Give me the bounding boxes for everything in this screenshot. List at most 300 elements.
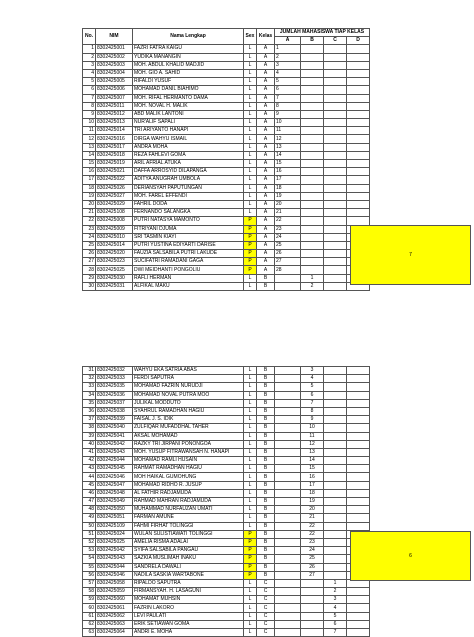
row-count-a <box>275 274 301 282</box>
row-nim: 8302425013 <box>96 119 133 127</box>
row-count-a: 9 <box>275 110 301 118</box>
row-count-a: 25 <box>275 241 301 249</box>
row-count-d <box>347 612 370 620</box>
row-count-c <box>324 176 347 184</box>
row-nim: 8302425032 <box>96 367 133 375</box>
table-row <box>83 473 370 481</box>
row-name: MOHAMAD RIDHO R. JUSUP <box>133 481 244 489</box>
row-nim: 8302425043 <box>96 448 133 456</box>
row-name: AL FATHIR RADJAMUDA <box>133 489 244 497</box>
row-kelas: B <box>257 367 275 375</box>
header-a: A <box>275 37 301 45</box>
row-sex: L <box>244 604 257 612</box>
table-row <box>83 168 370 176</box>
row-sex: P <box>244 217 257 225</box>
row-sex: L <box>244 391 257 399</box>
row-nim: 8302425014 <box>96 241 133 249</box>
row-no: 24 <box>83 233 96 241</box>
row-no: 29 <box>83 274 96 282</box>
row-no: 3 <box>83 61 96 69</box>
row-count-c <box>324 383 347 391</box>
row-count-c <box>324 457 347 465</box>
row-count-b <box>301 176 324 184</box>
row-count-d <box>347 391 370 399</box>
row-nim: 8302425048 <box>96 489 133 497</box>
row-count-b: 10 <box>301 424 324 432</box>
row-kelas: A <box>257 250 275 258</box>
table-row <box>83 160 370 168</box>
row-count-c: 6 <box>324 620 347 628</box>
row-nim: 8302425010 <box>96 233 133 241</box>
table-row <box>83 407 370 415</box>
row-count-c: 4 <box>324 604 347 612</box>
row-nim: 8302425024 <box>96 530 133 538</box>
row-kelas: B <box>257 383 275 391</box>
row-no: 63 <box>83 629 96 637</box>
row-sex: P <box>244 563 257 571</box>
row-count-c <box>324 192 347 200</box>
row-nim: 8302425035 <box>96 383 133 391</box>
row-name: ARIL AFRIAL ATUKA <box>133 160 244 168</box>
row-count-a <box>275 555 301 563</box>
row-kelas: C <box>257 579 275 587</box>
row-count-c <box>324 514 347 522</box>
table-row <box>83 53 370 61</box>
row-kelas: C <box>257 629 275 637</box>
row-sex: L <box>244 489 257 497</box>
row-count-a <box>275 588 301 596</box>
row-count-b: 14 <box>301 457 324 465</box>
row-kelas: B <box>257 282 275 290</box>
row-count-a <box>275 604 301 612</box>
row-nim: 8302425049 <box>96 498 133 506</box>
table-row <box>83 579 370 587</box>
row-kelas: A <box>257 241 275 249</box>
row-sex: L <box>244 69 257 77</box>
row-name: RIFALDI YUSUF <box>133 78 244 86</box>
row-sex: L <box>244 416 257 424</box>
row-count-a <box>275 399 301 407</box>
row-count-a <box>275 391 301 399</box>
row-sex: P <box>244 225 257 233</box>
row-count-d <box>347 69 370 77</box>
row-count-c <box>324 274 347 282</box>
table-body-1 <box>83 45 370 291</box>
row-kelas: B <box>257 457 275 465</box>
row-sex: L <box>244 407 257 415</box>
row-count-c <box>324 498 347 506</box>
table-row <box>83 241 370 249</box>
row-name: MOH. YUSUP FITRAWANSAH N. HANAPI <box>133 448 244 456</box>
row-kelas: A <box>257 200 275 208</box>
row-count-a <box>275 457 301 465</box>
row-nim: 8302425012 <box>96 110 133 118</box>
row-name: PUTRI YUSTINA EDIYARTI DARISE <box>133 241 244 249</box>
row-no: 36 <box>83 407 96 415</box>
table-row <box>83 596 370 604</box>
row-nim: 8302425044 <box>96 457 133 465</box>
row-kelas: B <box>257 424 275 432</box>
row-no: 45 <box>83 481 96 489</box>
row-nim: 8302425042 <box>96 547 133 555</box>
row-name: ANDRA MOHA <box>133 143 244 151</box>
row-count-b <box>301 266 324 274</box>
row-count-b: 19 <box>301 498 324 506</box>
row-count-b: 5 <box>301 383 324 391</box>
row-name: FAUZIA SALSABILA PUTRI LAKUDE <box>133 250 244 258</box>
row-no: 40 <box>83 440 96 448</box>
row-name: ANDRI E. MOHA <box>133 629 244 637</box>
row-no: 13 <box>83 143 96 151</box>
row-sex: L <box>244 160 257 168</box>
row-kelas: B <box>257 522 275 530</box>
row-count-c <box>324 209 347 217</box>
row-count-c <box>324 119 347 127</box>
row-count-c <box>324 530 347 538</box>
row-name: TRI ARIYANTO HANAPI <box>133 127 244 135</box>
table-row <box>83 498 370 506</box>
row-nim: 8302425064 <box>96 629 133 637</box>
row-kelas: A <box>257 45 275 53</box>
row-kelas: B <box>257 489 275 497</box>
row-sex: L <box>244 579 257 587</box>
row-kelas: C <box>257 604 275 612</box>
row-kelas: A <box>257 258 275 266</box>
row-count-d <box>347 416 370 424</box>
row-count-d <box>347 383 370 391</box>
row-count-d <box>347 620 370 628</box>
row-sex: P <box>244 233 257 241</box>
row-nim: 8302425042 <box>96 440 133 448</box>
row-nim: 8302425044 <box>96 563 133 571</box>
row-no: 41 <box>83 448 96 456</box>
row-name: RAFLI HERMAN <box>133 274 244 282</box>
row-count-b: 15 <box>301 465 324 473</box>
row-kelas: C <box>257 596 275 604</box>
row-count-a <box>275 282 301 290</box>
table-row <box>83 375 370 383</box>
row-count-c <box>324 522 347 530</box>
row-count-c <box>324 53 347 61</box>
table-row <box>83 604 370 612</box>
row-no: 60 <box>83 604 96 612</box>
row-kelas: A <box>257 192 275 200</box>
row-sex: P <box>244 571 257 579</box>
row-count-a: 4 <box>275 69 301 77</box>
row-name: DAFFA ARROSYID DILAPANGA <box>133 168 244 176</box>
row-no: 15 <box>83 160 96 168</box>
row-count-c <box>324 78 347 86</box>
row-no: 23 <box>83 225 96 233</box>
row-count-d <box>347 399 370 407</box>
row-name: WAHYU EKA SATRIA ABAS <box>133 367 244 375</box>
row-kelas: A <box>257 86 275 94</box>
row-name: FERNANDO SALANGKA <box>133 209 244 217</box>
row-count-d <box>347 127 370 135</box>
row-nim: 8302425029 <box>96 200 133 208</box>
row-count-b: 22 <box>301 522 324 530</box>
row-no: 33 <box>83 383 96 391</box>
row-kelas: A <box>257 69 275 77</box>
row-count-b <box>301 629 324 637</box>
row-kelas: A <box>257 225 275 233</box>
row-name: MOH. FAREL EFFENDI <box>133 192 244 200</box>
row-count-b <box>301 143 324 151</box>
row-count-d <box>347 102 370 110</box>
row-no: 46 <box>83 489 96 497</box>
row-count-b <box>301 86 324 94</box>
table-row <box>83 266 370 274</box>
row-count-b <box>301 168 324 176</box>
row-sex: L <box>244 53 257 61</box>
row-kelas: A <box>257 233 275 241</box>
row-nim: 8302425051 <box>96 514 133 522</box>
row-count-d <box>347 596 370 604</box>
row-nim: 8302425046 <box>96 571 133 579</box>
row-nim: 8302425062 <box>96 612 133 620</box>
table-row <box>83 530 370 538</box>
table-row <box>83 563 370 571</box>
row-count-c <box>324 407 347 415</box>
row-kelas: C <box>257 612 275 620</box>
table-row <box>83 209 370 217</box>
row-count-b <box>301 620 324 628</box>
row-count-b <box>301 604 324 612</box>
row-no: 54 <box>83 555 96 563</box>
row-count-b: 6 <box>301 391 324 399</box>
row-count-a <box>275 522 301 530</box>
row-kelas: A <box>257 184 275 192</box>
row-count-a <box>275 547 301 555</box>
row-name: FIRMANSYAH. H. LASAGUNI <box>133 588 244 596</box>
row-count-a: 24 <box>275 233 301 241</box>
row-count-c <box>324 563 347 571</box>
row-kelas: A <box>257 151 275 159</box>
row-kelas: A <box>257 110 275 118</box>
table-body-2 <box>83 367 370 637</box>
row-sex: L <box>244 596 257 604</box>
row-kelas: A <box>257 168 275 176</box>
row-no: 16 <box>83 168 96 176</box>
row-count-b <box>301 61 324 69</box>
row-no: 30 <box>83 282 96 290</box>
row-count-b <box>301 258 324 266</box>
header-nim: NIM <box>96 29 133 45</box>
table-row <box>83 135 370 143</box>
row-kelas: A <box>257 94 275 102</box>
row-kelas: A <box>257 61 275 69</box>
row-name: SANDRELA DAWALI <box>133 563 244 571</box>
row-count-d <box>347 135 370 143</box>
row-count-c <box>324 127 347 135</box>
header-d: D <box>347 37 370 45</box>
row-count-a: 3 <box>275 61 301 69</box>
row-sex: L <box>244 119 257 127</box>
row-sex: L <box>244 465 257 473</box>
row-name: YUDIKA MANANGIN <box>133 53 244 61</box>
row-count-d <box>347 604 370 612</box>
row-name: ADITYA ANUGRAH UMBOLA <box>133 176 244 184</box>
row-nim: 8302425033 <box>96 375 133 383</box>
row-count-c <box>324 547 347 555</box>
row-no: 42 <box>83 457 96 465</box>
row-name: MOH HAIKAL GUMOHUNG <box>133 473 244 481</box>
table-row <box>83 94 370 102</box>
row-count-d <box>347 465 370 473</box>
row-kelas: B <box>257 498 275 506</box>
row-no: 2 <box>83 53 96 61</box>
row-no: 10 <box>83 119 96 127</box>
side-note-value: 6 <box>409 553 412 559</box>
row-count-a <box>275 514 301 522</box>
row-nim: 8302425023 <box>96 258 133 266</box>
row-count-b <box>301 612 324 620</box>
row-count-b <box>301 78 324 86</box>
row-no: 57 <box>83 579 96 587</box>
row-count-c <box>324 45 347 53</box>
row-count-c <box>324 424 347 432</box>
table-row <box>83 233 370 241</box>
row-no: 28 <box>83 266 96 274</box>
row-count-d <box>347 448 370 456</box>
row-count-b: 21 <box>301 514 324 522</box>
side-note-2 <box>350 531 471 581</box>
row-count-a <box>275 481 301 489</box>
row-count-c <box>324 69 347 77</box>
row-count-b <box>301 127 324 135</box>
row-name: ALFIKAL MAKU <box>133 282 244 290</box>
table-row <box>83 481 370 489</box>
row-count-c <box>324 489 347 497</box>
row-sex: L <box>244 588 257 596</box>
row-kelas: A <box>257 176 275 184</box>
row-sex: L <box>244 127 257 135</box>
row-count-c <box>324 86 347 94</box>
row-count-b <box>301 225 324 233</box>
row-name: ERIK SETIAWAN GOMA <box>133 620 244 628</box>
row-count-a: 18 <box>275 184 301 192</box>
row-nim: 8302425041 <box>96 432 133 440</box>
row-nim: 8302425039 <box>96 416 133 424</box>
row-count-b <box>301 250 324 258</box>
table-row <box>83 176 370 184</box>
row-count-d <box>347 176 370 184</box>
header-kelas: Kelas <box>257 29 275 45</box>
table-row <box>83 612 370 620</box>
table-row <box>83 110 370 118</box>
row-count-b: 17 <box>301 481 324 489</box>
row-sex: L <box>244 151 257 159</box>
row-sex: L <box>244 473 257 481</box>
row-count-b: 20 <box>301 506 324 514</box>
row-name: FERDI SAPUTRA <box>133 375 244 383</box>
row-count-c <box>324 448 347 456</box>
row-name: FAISAL J. S. IDIK <box>133 416 244 424</box>
row-sex: P <box>244 241 257 249</box>
row-name: FAHRIL DODA <box>133 200 244 208</box>
row-count-a <box>275 448 301 456</box>
row-count-d <box>347 86 370 94</box>
row-count-d <box>347 514 370 522</box>
row-nim: 8302425018 <box>96 151 133 159</box>
table-row <box>83 250 370 258</box>
row-count-c: 7 <box>324 629 347 637</box>
row-count-a: 2 <box>275 53 301 61</box>
table-row <box>83 465 370 473</box>
row-sex: L <box>244 184 257 192</box>
row-count-a <box>275 383 301 391</box>
row-nim: 8302425016 <box>96 135 133 143</box>
row-sex: L <box>244 86 257 94</box>
row-no: 37 <box>83 416 96 424</box>
row-count-c <box>324 110 347 118</box>
row-count-b <box>301 184 324 192</box>
row-sex: P <box>244 250 257 258</box>
row-count-c: 5 <box>324 612 347 620</box>
table-row <box>83 383 370 391</box>
row-no: 47 <box>83 498 96 506</box>
row-count-a <box>275 473 301 481</box>
row-count-c <box>324 473 347 481</box>
row-name: RIPALDO SAPUTRA <box>133 579 244 587</box>
row-nim: 8302425017 <box>96 143 133 151</box>
row-count-a: 27 <box>275 258 301 266</box>
row-sex: L <box>244 620 257 628</box>
row-name: MOH. RIFAL HERMANTO DAMA <box>133 94 244 102</box>
row-count-c <box>324 151 347 159</box>
row-name: FAZRI FATRA KAIGU <box>133 45 244 53</box>
row-no: 55 <box>83 563 96 571</box>
row-count-c <box>324 184 347 192</box>
row-sex: L <box>244 440 257 448</box>
row-nim: 8302425007 <box>96 94 133 102</box>
row-no: 48 <box>83 506 96 514</box>
table-row <box>83 555 370 563</box>
row-kelas: A <box>257 209 275 217</box>
header-name: Nama Lengkap <box>133 29 244 45</box>
row-nim: 8302425059 <box>96 588 133 596</box>
row-name: DWI MEIDHANTI PONGOLIU <box>133 266 244 274</box>
row-sex: L <box>244 135 257 143</box>
row-name: RAHMAT RAMADHAN HAGIU <box>133 465 244 473</box>
table-row <box>83 620 370 628</box>
row-name: SAZKIA MUSLIMAH INAKU <box>133 555 244 563</box>
row-sex: L <box>244 102 257 110</box>
row-count-a: 16 <box>275 168 301 176</box>
row-no: 27 <box>83 258 96 266</box>
row-count-b <box>301 135 324 143</box>
row-kelas: A <box>257 217 275 225</box>
row-count-c <box>324 250 347 258</box>
row-nim: 8302425008 <box>96 217 133 225</box>
row-count-a <box>275 375 301 383</box>
row-name: LEVI PAULATI <box>133 612 244 620</box>
row-count-d <box>347 151 370 159</box>
row-count-a <box>275 530 301 538</box>
row-kelas: B <box>257 514 275 522</box>
row-count-c <box>324 233 347 241</box>
row-kelas: B <box>257 448 275 456</box>
row-count-b: 3 <box>301 367 324 375</box>
row-no: 52 <box>83 538 96 546</box>
row-count-a: 12 <box>275 135 301 143</box>
row-name: MOH. NOVAL H. MALIK <box>133 102 244 110</box>
table-row <box>83 45 370 53</box>
row-count-b: 18 <box>301 489 324 497</box>
table-row <box>83 522 370 530</box>
row-nim: 8302425009 <box>96 225 133 233</box>
row-count-c: 3 <box>324 596 347 604</box>
